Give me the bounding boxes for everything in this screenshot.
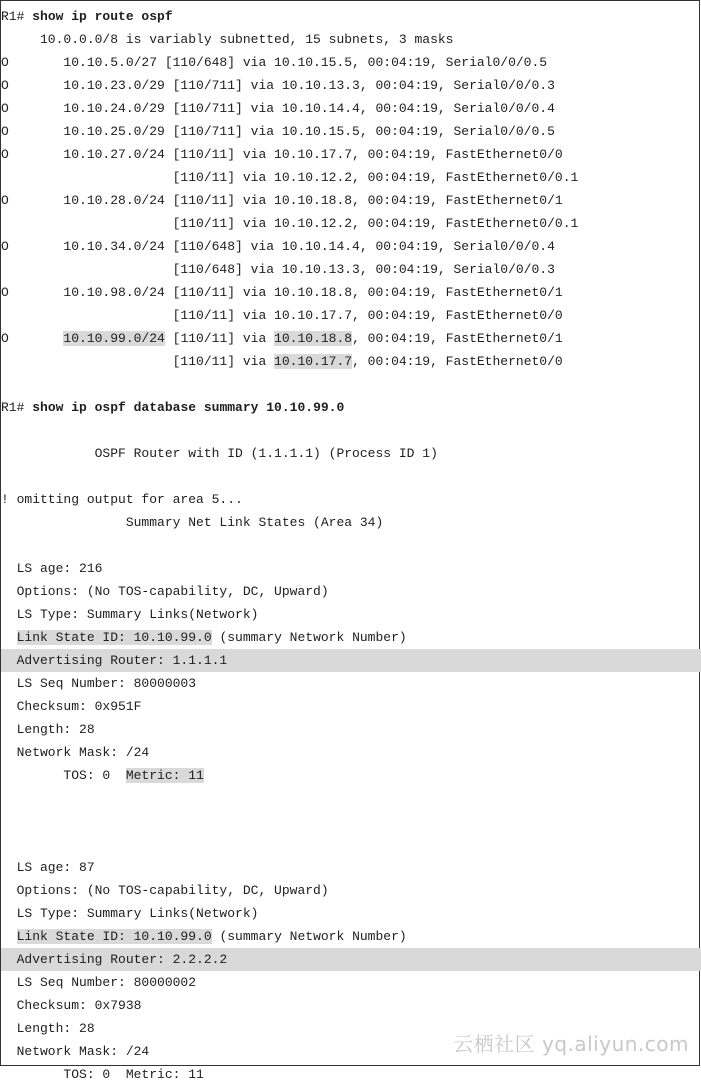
- output-line: [1, 189, 701, 212]
- blank-line: [1, 787, 701, 810]
- command-text: show ip ospf database summary 10.10.99.0: [32, 400, 345, 415]
- output-text: Network Mask: /24: [1, 745, 150, 760]
- output-text: , 00:04:19, FastEthernet0/1: [352, 331, 563, 346]
- blank-line: [1, 419, 701, 442]
- output-line: [1, 327, 701, 350]
- output-text: O 10.10.5.0/27 [110/648] via 10.10.15.5, 00:04:19, Serial0/0/0.5: [1, 55, 548, 70]
- output-text: Network Mask: /24: [1, 1044, 150, 1059]
- output-text: LS Type: Summary Links(Network): [1, 607, 259, 622]
- output-text: TOS: 0: [1, 768, 126, 783]
- blank-line: [1, 534, 701, 557]
- output-text: OSPF Router with ID (1.1.1.1) (Process ID 1): [1, 446, 438, 461]
- output-text: R1#: [1, 400, 33, 415]
- output-line: [1, 879, 701, 902]
- output-line: [1, 672, 701, 695]
- output-text: O 10.10.27.0/24 [110/11] via 10.10.17.7, 00:04:19, FastEthernet0/0: [1, 147, 563, 162]
- output-text: [110/11] via 10.10.12.2, 00:04:19, FastEthernet0/0.1: [1, 216, 579, 231]
- output-text: 10.0.0.0/8 is variably subnetted, 15 subnets, 3 masks: [1, 32, 454, 47]
- output-line: [1, 28, 701, 51]
- output-line: [1, 764, 701, 787]
- output-text: Length: 28: [1, 722, 95, 737]
- output-line: [1, 580, 701, 603]
- output-line: [1, 143, 701, 166]
- output-text: R1#: [1, 9, 33, 24]
- highlighted-text: 10.10.17.7: [274, 354, 353, 369]
- output-line: [1, 856, 701, 879]
- output-line: [1, 925, 701, 948]
- output-line: [1, 350, 701, 373]
- output-text: Summary Net Link States (Area 34): [1, 515, 384, 530]
- output-text: (summary Network Number): [211, 630, 407, 645]
- output-text: [110/648] via 10.10.13.3, 00:04:19, Serial0/0/0.3: [1, 262, 555, 277]
- output-line: [1, 396, 701, 419]
- output-text: [110/11] via 10.10.17.7, 00:04:19, FastEthernet0/0: [1, 308, 563, 323]
- blank-line: [1, 810, 701, 833]
- output-line: [1, 120, 701, 143]
- output-line: [1, 603, 701, 626]
- blank-line: [1, 465, 701, 488]
- output-line: [1, 511, 701, 534]
- output-text: Options: (No TOS-capability, DC, Upward): [1, 584, 329, 599]
- output-line: [1, 1063, 701, 1086]
- blank-line: [1, 833, 701, 856]
- output-line: [1, 488, 701, 511]
- output-line: [1, 718, 701, 741]
- blank-line: [1, 373, 701, 396]
- output-text: ! omitting output for area 5...: [1, 492, 243, 507]
- output-text: Checksum: 0x951F: [1, 699, 142, 714]
- watermark: 云栖社区 yq.aliyun.com: [453, 1032, 689, 1056]
- output-line: [1, 74, 701, 97]
- output-line: [1, 971, 701, 994]
- output-text: [110/11] via: [164, 331, 275, 346]
- output-text: O 10.10.98.0/24 [110/11] via 10.10.18.8, 00:04:19, FastEthernet0/1: [1, 285, 563, 300]
- output-text: [1, 630, 17, 645]
- output-text: O 10.10.23.0/29 [110/711] via 10.10.13.3, 00:04:19, Serial0/0/0.3: [1, 78, 555, 93]
- output-line: [1, 212, 701, 235]
- output-line: [1, 695, 701, 718]
- command-text: show ip route ospf: [32, 9, 173, 24]
- output-text: O 10.10.24.0/29 [110/711] via 10.10.14.4, 00:04:19, Serial0/0/0.4: [1, 101, 555, 116]
- output-text: LS age: 216: [1, 561, 103, 576]
- output-text: O 10.10.28.0/24 [110/11] via 10.10.18.8, 00:04:19, FastEthernet0/1: [1, 193, 563, 208]
- highlighted-text: Metric: 11: [125, 768, 204, 783]
- output-text: , 00:04:19, FastEthernet0/0: [352, 354, 563, 369]
- output-text: O 10.10.25.0/29 [110/711] via 10.10.15.5, 00:04:19, Serial0/0/0.5: [1, 124, 555, 139]
- output-line: [1, 649, 701, 672]
- output-line: [1, 557, 701, 580]
- output-text: (summary Network Number): [211, 929, 407, 944]
- output-line: [1, 258, 701, 281]
- output-text: Length: 28: [1, 1021, 95, 1036]
- output-text: LS Type: Summary Links(Network): [1, 906, 259, 921]
- output-line: [1, 902, 701, 925]
- output-text: [1, 929, 17, 944]
- output-text: Advertising Router: 2.2.2.2: [1, 952, 228, 967]
- highlighted-text: 10.10.99.0/24: [63, 331, 165, 346]
- output-line: [1, 626, 701, 649]
- output-line: [1, 166, 701, 189]
- output-line: [1, 994, 701, 1017]
- highlighted-text: Link State ID: 10.10.99.0: [16, 929, 212, 944]
- output-text: Options: (No TOS-capability, DC, Upward): [1, 883, 329, 898]
- output-text: TOS: 0 Metric: 11: [1, 1067, 204, 1082]
- output-text: O: [1, 331, 64, 346]
- output-text: Advertising Router: 1.1.1.1: [1, 653, 228, 668]
- output-line: [1, 51, 701, 74]
- output-text: [110/11] via: [1, 354, 275, 369]
- output-text: LS Seq Number: 80000002: [1, 975, 197, 990]
- output-line: [1, 281, 701, 304]
- output-line: [1, 442, 701, 465]
- highlighted-text: 10.10.18.8: [274, 331, 353, 346]
- output-text: Checksum: 0x7938: [1, 998, 142, 1013]
- output-line: [1, 948, 701, 971]
- highlighted-text: Link State ID: 10.10.99.0: [16, 630, 212, 645]
- output-line: [1, 304, 701, 327]
- output-text: [110/11] via 10.10.12.2, 00:04:19, FastEthernet0/0.1: [1, 170, 579, 185]
- output-line: [1, 97, 701, 120]
- output-text: LS age: 87: [1, 860, 95, 875]
- output-line: [1, 5, 701, 28]
- output-text: LS Seq Number: 80000003: [1, 676, 197, 691]
- output-line: [1, 741, 701, 764]
- output-text: O 10.10.34.0/24 [110/648] via 10.10.14.4, 00:04:19, Serial0/0/0.4: [1, 239, 555, 254]
- output-line: [1, 235, 701, 258]
